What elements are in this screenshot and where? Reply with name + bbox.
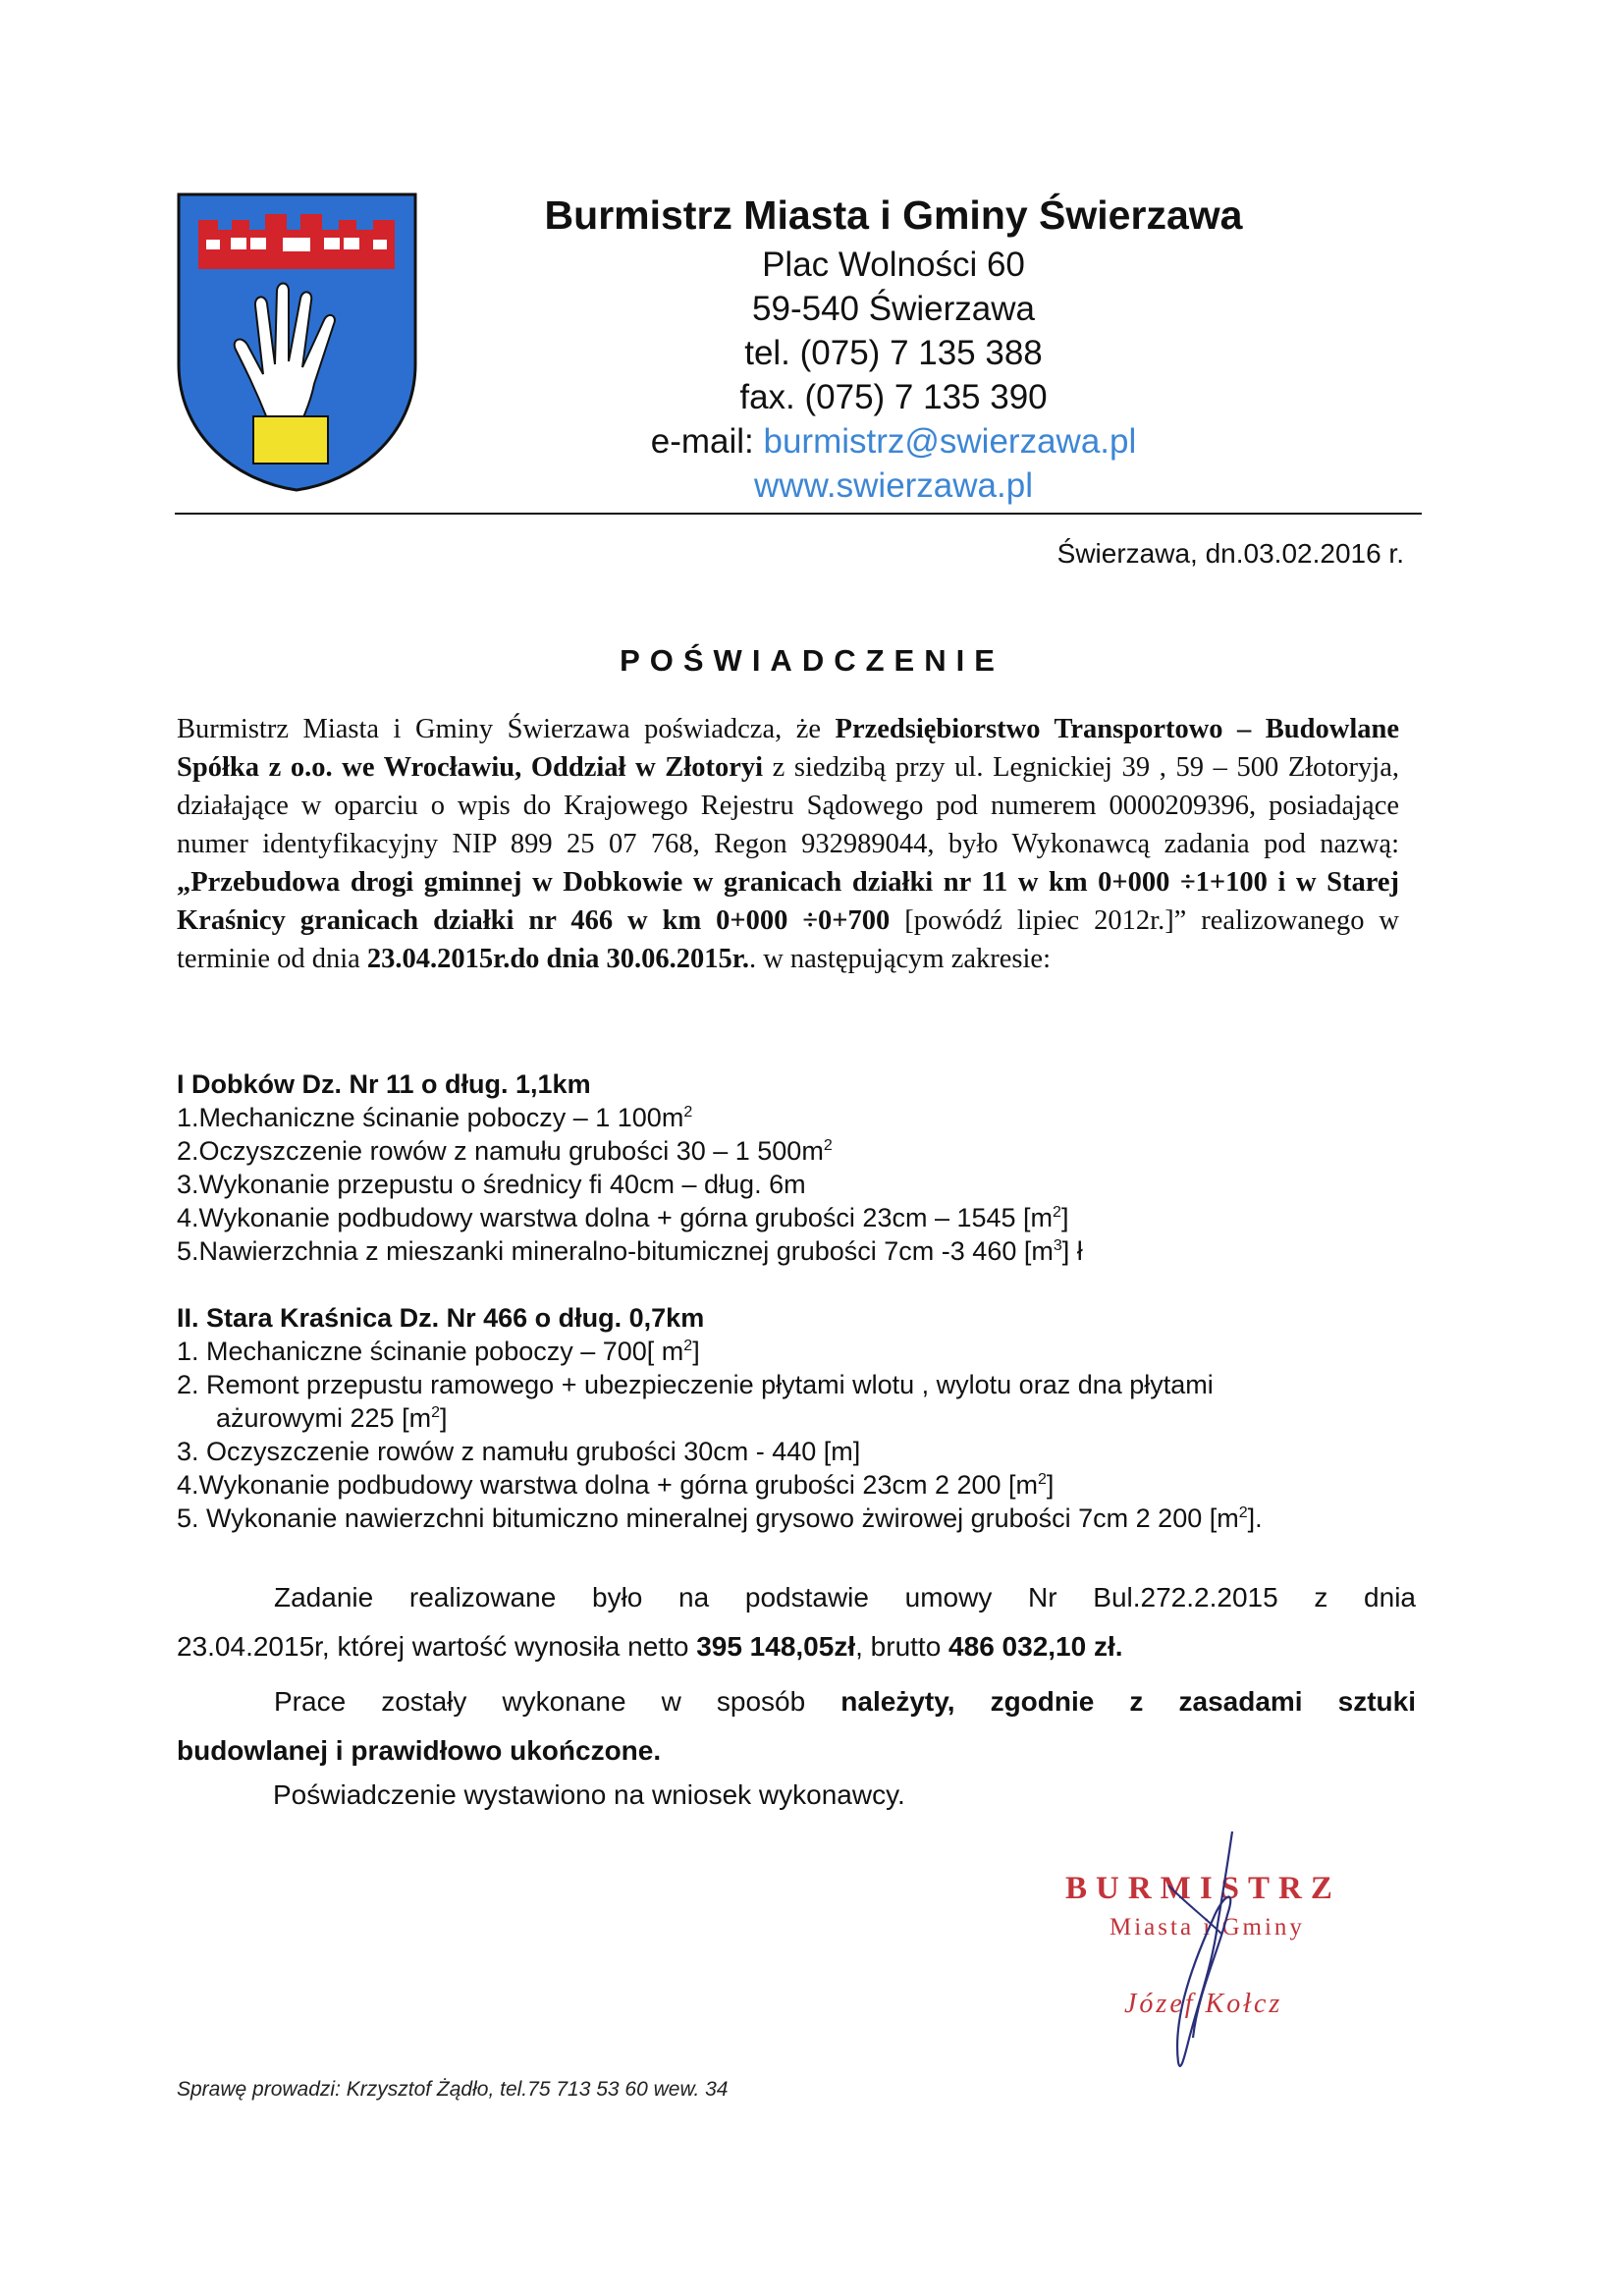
header-divider: [175, 513, 1422, 515]
section-heading: I Dobków Dz. Nr 11 o dług. 1,1km: [177, 1069, 591, 1099]
section-dobkow: [177, 1067, 1443, 1268]
contract-paragraph: Zadanie realizowane było na podstawie umowy Nr Bul.272.2.2015 z dnia 23.04.2015r, której wartość wynosiła netto 395 148,05zł, brutto 486 032,10 zł.: [177, 1582, 1416, 1662]
list-item: 4.Wykonanie podbudowy warstwa dolna + górna grubości 23cm – 1545 $[m^2]$: [177, 1203, 1069, 1232]
document-date: Świerzawa, dn.03.02.2016 r.: [1056, 538, 1404, 569]
list-item-continuation: ażurowymi 225 $[m^2]$: [216, 1403, 448, 1433]
header-postal: 59-540 Świerzawa: [752, 290, 1035, 328]
list-item: 1. Mechaniczne ścinanie poboczy – 700[ $m^2$]: [177, 1337, 700, 1366]
stamp-subtitle: Miasta i Gminy: [1110, 1914, 1305, 1941]
stamp-name: Józef Kołcz: [1124, 1989, 1283, 2019]
signature-icon: [1129, 1827, 1267, 2072]
website-link[interactable]: www.swierzawa.pl: [754, 466, 1033, 505]
header-email-line: [422, 420, 1365, 464]
quality-paragraph: Prace zostały wykonane w sposób należyty, zgodnie z zasadami sztuki budowlanej i prawidłowo ukończone.: [177, 1686, 1417, 1766]
section-stara-krasnica: [177, 1301, 1443, 1535]
list-item: 3.Wykonanie przepustu o średnicy fi 40cm – dług. 6m: [177, 1170, 806, 1199]
email-link[interactable]: burmistrz@swierzawa.pl: [763, 422, 1137, 461]
header-phone: tel. (075) 7 135 388: [744, 334, 1043, 372]
list-item: 2. Remont przepustu ramowego + ubezpieczenie płytami wlotu , wylotu oraz dna płytami: [177, 1370, 1214, 1399]
authority-title: Burmistrz Miasta i Gminy Świerzawa: [544, 192, 1243, 238]
section-heading: II. Stara Kraśnica Dz. Nr 466 o dług. 0,7km: [177, 1303, 705, 1333]
list-item: 2.Oczyszczenie rowów z namułu grubości 30 – 1 $500m^2$: [177, 1136, 833, 1166]
list-item: 5. Wykonanie nawierzchni bitumiczno mineralnej grysowo żwirowej grubości 7cm 2 200 $[m^2]$.: [177, 1503, 1263, 1533]
coat-of-arms-icon: [177, 192, 417, 492]
document-title: POŚWIADCZENIE: [620, 643, 1004, 678]
intro-paragraph: Burmistrz Miasta i Gminy Świerzawa poświadcza, że Przedsiębiorstwo Transportowo – Budowlane Spółka z o.o. we Wrocławiu, Oddział w Złotoryi z siedzibą przy ul. Legnickiej 39 , 59 – 500 Złotoryja, działające w oparciu o wpis do Krajowego Rejestru Sądowego pod numerem 0000209396, posiadające numer identyfikacyjny NIP 899 25 07 768, Regon 932989044, było Wykonawcą zadania pod nazwą: „Przebudowa drogi gminnej w Dobkowie w granicach działki nr 11 w km 0+000 ÷1+100 i w Starej Kraśnicy granicach działki nr 466 w km 0+000 ÷0+700 [powódź lipiec 2012r.]” realizowanego w terminie od dnia 23.04.2015r.do dnia 30.06.2015r.. w następującym zakresie:: [177, 714, 1400, 974]
header-fax: fax. (075) 7 135 390: [739, 378, 1048, 416]
request-note: Poświadczenie wystawiono na wniosek wykonawcy.: [273, 1779, 905, 1810]
email-label: e-mail:: [650, 422, 764, 461]
header-website: [422, 465, 1365, 508]
list-item: 5.Nawierzchnia z mieszanki mineralno-bitumicznej grubości 7cm -3 460 $[m^3]$ ł: [177, 1236, 1083, 1266]
list-item: 4.Wykonanie podbudowy warstwa dolna + górna grubości 23cm 2 200 $[m^2]$: [177, 1470, 1055, 1500]
stamp-title: BURMISTRZ: [1065, 1871, 1341, 1906]
header-address: Plac Wolności 60: [762, 246, 1025, 284]
list-item: 3. Oczyszczenie rowów z namułu grubości 30cm - 440 [m]: [177, 1437, 861, 1466]
list-item: 1.Mechaniczne ścinanie poboczy – 1 $100m^2$: [177, 1103, 693, 1132]
footer-contact: Sprawę prowadzi: Krzysztof Żądło, tel.75 713 53 60 wew. 34: [177, 2078, 729, 2101]
